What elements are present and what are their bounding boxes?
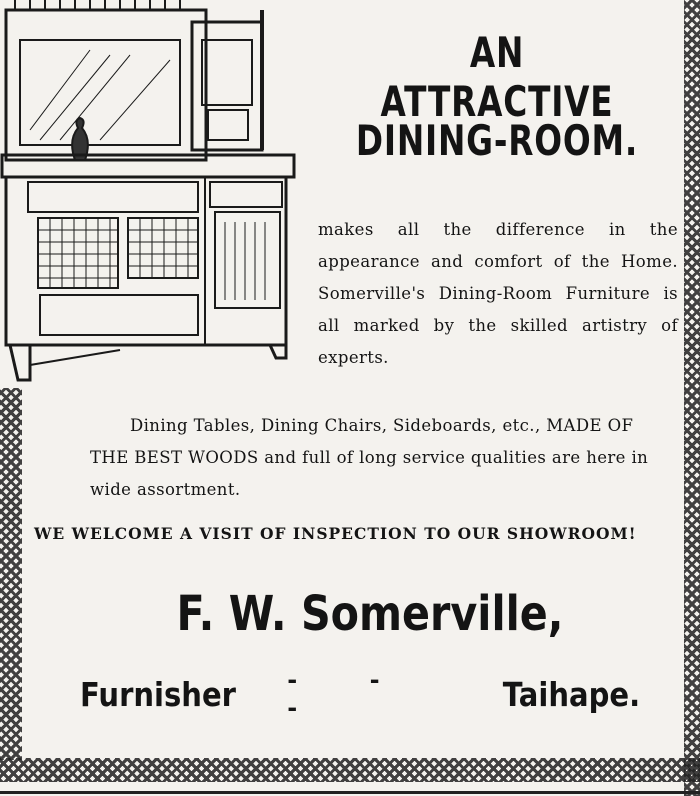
decorative-border-left	[0, 388, 22, 760]
merchant-name: F. W. Somerville,	[176, 586, 564, 642]
assortment-paragraph: Dining Tables, Dining Chairs, Sideboards, etc., MADE OF THE BEST WOODS and full of long service qualities are here in wide assortment.	[90, 416, 649, 499]
tagline-separator: - - -	[287, 666, 412, 722]
headline-line-1: AN ATTRACTIVE	[380, 28, 614, 126]
headline-line-2: DINING-ROOM.	[355, 116, 639, 165]
merchant-trade: Furnisher	[80, 674, 236, 714]
decorative-border-right	[684, 0, 700, 796]
intro-paragraph: makes all the difference in the appearance and comfort of the Home. Somerville's Dining-Room Furniture is all marked by the skilled artistry of experts.	[318, 220, 678, 367]
decorative-border-bottom	[0, 758, 700, 782]
merchant-town: Taihape.	[502, 674, 640, 714]
welcome-line: WE WELCOME A VISIT OF INSPECTION TO OUR SHOWROOM!	[34, 524, 637, 543]
bottom-rule	[0, 791, 700, 794]
sideboard-illustration	[0, 0, 300, 385]
merchant-tagline	[80, 666, 640, 722]
